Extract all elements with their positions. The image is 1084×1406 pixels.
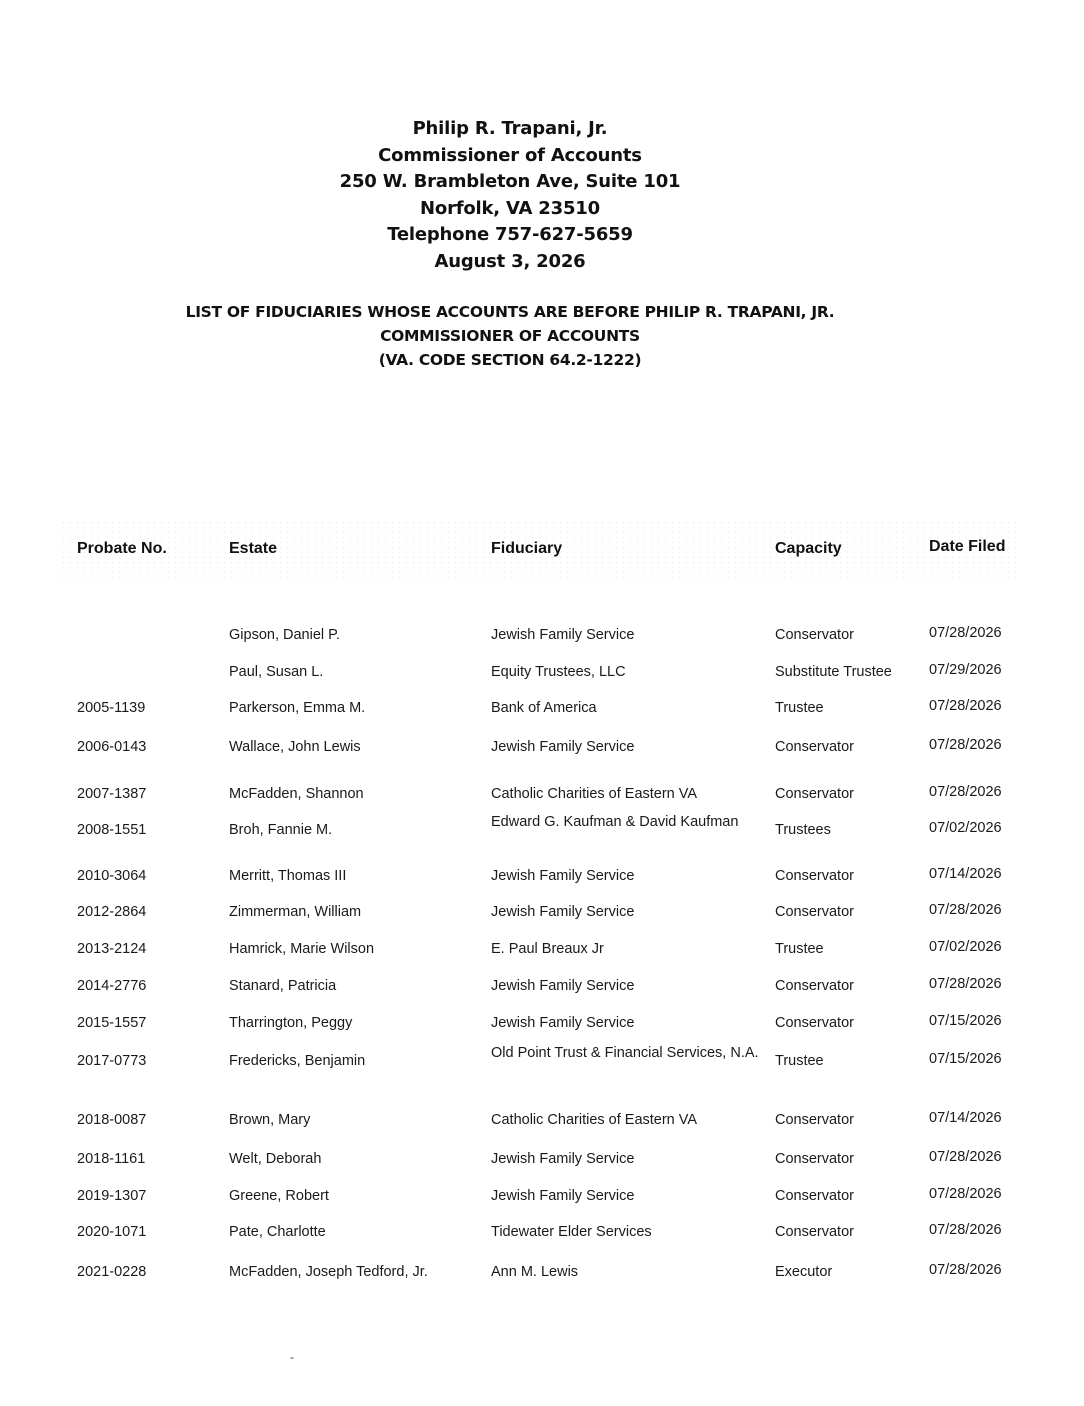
cell-probate-no: 2007-1387: [77, 786, 147, 802]
cell-date-filed: 07/14/2026: [929, 1110, 1002, 1126]
cell-capacity: Conservator: [775, 904, 854, 920]
cell-capacity: Conservator: [775, 868, 854, 884]
cell-fiduciary: Equity Trustees, LLC: [491, 664, 626, 680]
cell-estate: Tharrington, Peggy: [229, 1015, 353, 1031]
cell-date-filed: 07/15/2026: [929, 1051, 1002, 1067]
cell-capacity: Trustee: [775, 1053, 824, 1069]
cell-probate-no: 2008-1551: [77, 822, 147, 838]
cell-estate: Hamrick, Marie Wilson: [229, 941, 375, 957]
header-estate: Estate: [229, 540, 278, 557]
cell-probate-no: 2020-1071: [77, 1224, 147, 1240]
list-title-line-1: LIST OF FIDUCIARIES WHOSE ACCOUNTS ARE BEFORE PHILIP R. TRAPANI, JR.: [185, 303, 835, 321]
cell-date-filed: 07/28/2026: [929, 737, 1002, 753]
cell-fiduciary: Jewish Family Service: [491, 868, 635, 884]
cell-fiduciary: Old Point Trust & Financial Services, N.A.: [491, 1045, 759, 1061]
list-title-line-3: (VA. CODE SECTION 64.2-1222): [378, 351, 642, 369]
cell-date-filed: 07/28/2026: [929, 902, 1002, 918]
cell-probate-no: 2015-1557: [77, 1015, 147, 1031]
cell-capacity: Trustees: [775, 822, 831, 838]
cell-date-filed: 07/28/2026: [929, 1186, 1002, 1202]
cell-date-filed: 07/02/2026: [929, 820, 1002, 836]
commissioner-title: Commissioner of Accounts: [378, 144, 642, 166]
cell-estate: Fredericks, Benjamin: [229, 1053, 366, 1069]
cell-probate-no: 2013-2124: [77, 941, 147, 957]
cell-date-filed: 07/28/2026: [929, 1149, 1002, 1165]
cell-estate: Broh, Fannie M.: [229, 822, 333, 838]
address-line-2: Norfolk, VA 23510: [420, 197, 600, 219]
cell-capacity: Conservator: [775, 1224, 854, 1240]
cell-fiduciary: Jewish Family Service: [491, 739, 635, 755]
address-line-1: 250 W. Brambleton Ave, Suite 101: [339, 171, 681, 192]
cell-estate: Welt, Deborah: [229, 1151, 322, 1167]
cell-probate-no: 2019-1307: [77, 1188, 147, 1204]
cell-probate-no: 2018-1161: [77, 1151, 146, 1167]
cell-date-filed: 07/15/2026: [929, 1013, 1002, 1029]
cell-fiduciary: Jewish Family Service: [491, 1188, 635, 1204]
cell-estate: McFadden, Shannon: [229, 786, 364, 802]
cell-estate: Pate, Charlotte: [229, 1224, 326, 1240]
cell-fiduciary: Jewish Family Service: [491, 627, 635, 643]
footer-mark: -: [290, 1350, 294, 1364]
cell-estate: Parkerson, Emma M.: [229, 700, 366, 716]
cell-date-filed: 07/29/2026: [929, 662, 1002, 678]
cell-probate-no: 2005-1139: [77, 700, 146, 716]
cell-fiduciary: Catholic Charities of Eastern VA: [491, 1112, 698, 1128]
cell-date-filed: 07/14/2026: [929, 866, 1002, 882]
commissioner-name: Philip R. Trapani, Jr.: [412, 118, 608, 139]
cell-probate-no: 2021-0228: [77, 1264, 147, 1280]
cell-estate: Stanard, Patricia: [229, 978, 337, 994]
cell-capacity: Conservator: [775, 1112, 854, 1128]
cell-fiduciary: Jewish Family Service: [491, 1151, 635, 1167]
cell-date-filed: 07/02/2026: [929, 939, 1002, 955]
list-title-line-2: COMMISSIONER OF ACCOUNTS: [380, 327, 640, 345]
cell-estate: Greene, Robert: [229, 1188, 329, 1204]
cell-capacity: Conservator: [775, 978, 854, 994]
cell-date-filed: 07/28/2026: [929, 1222, 1002, 1238]
cell-capacity: Substitute Trustee: [775, 664, 892, 680]
cell-capacity: Conservator: [775, 739, 854, 755]
header-date-filed: Date Filed: [929, 538, 1006, 555]
cell-date-filed: 07/28/2026: [929, 784, 1002, 800]
cell-capacity: Conservator: [775, 1151, 854, 1167]
cell-probate-no: 2017-0773: [77, 1053, 147, 1069]
cell-fiduciary: Jewish Family Service: [491, 978, 635, 994]
header-capacity: Capacity: [775, 540, 842, 557]
cell-estate: Gipson, Daniel P.: [229, 627, 340, 643]
cell-capacity: Conservator: [775, 627, 854, 643]
cell-estate: McFadden, Joseph Tedford, Jr.: [229, 1264, 428, 1280]
cell-probate-no: 2006-0143: [77, 739, 147, 755]
cell-estate: Wallace, John Lewis: [229, 739, 361, 755]
cell-capacity: Conservator: [775, 786, 854, 802]
cell-fiduciary: Edward G. Kaufman & David Kaufman: [491, 814, 739, 830]
telephone: Telephone 757-627-5659: [387, 224, 633, 245]
cell-fiduciary: Jewish Family Service: [491, 1015, 635, 1031]
cell-capacity: Conservator: [775, 1188, 854, 1204]
cell-probate-no: 2012-2864: [77, 904, 147, 920]
letter-date: August 3, 2026: [434, 250, 586, 272]
cell-fiduciary: Jewish Family Service: [491, 904, 635, 920]
cell-probate-no: 2014-2776: [77, 978, 147, 994]
cell-estate: Brown, Mary: [229, 1112, 311, 1128]
letterhead: [0, 116, 1020, 275]
cell-capacity: Trustee: [775, 700, 824, 716]
header-probate-no: Probate No.: [77, 540, 167, 557]
table-header: [0, 540, 1084, 564]
cell-estate: Merritt, Thomas III: [229, 868, 347, 884]
cell-probate-no: 2010-3064: [77, 868, 147, 884]
cell-fiduciary: E. Paul Breaux Jr: [491, 941, 604, 957]
cell-fiduciary: Ann M. Lewis: [491, 1264, 579, 1280]
cell-capacity: Conservator: [775, 1015, 854, 1031]
cell-capacity: Executor: [775, 1264, 833, 1280]
cell-fiduciary: Catholic Charities of Eastern VA: [491, 786, 698, 802]
cell-estate: Paul, Susan L.: [229, 664, 324, 680]
cell-fiduciary: Bank of America: [491, 700, 597, 716]
cell-date-filed: 07/28/2026: [929, 976, 1002, 992]
cell-capacity: Trustee: [775, 941, 824, 957]
list-title: [0, 300, 1020, 372]
header-fiduciary: Fiduciary: [491, 540, 563, 557]
cell-probate-no: 2018-0087: [77, 1112, 147, 1128]
cell-date-filed: 07/28/2026: [929, 698, 1002, 714]
cell-date-filed: 07/28/2026: [929, 625, 1002, 641]
cell-estate: Zimmerman, William: [229, 904, 362, 920]
cell-fiduciary: Tidewater Elder Services: [491, 1224, 652, 1240]
cell-date-filed: 07/28/2026: [929, 1262, 1002, 1278]
